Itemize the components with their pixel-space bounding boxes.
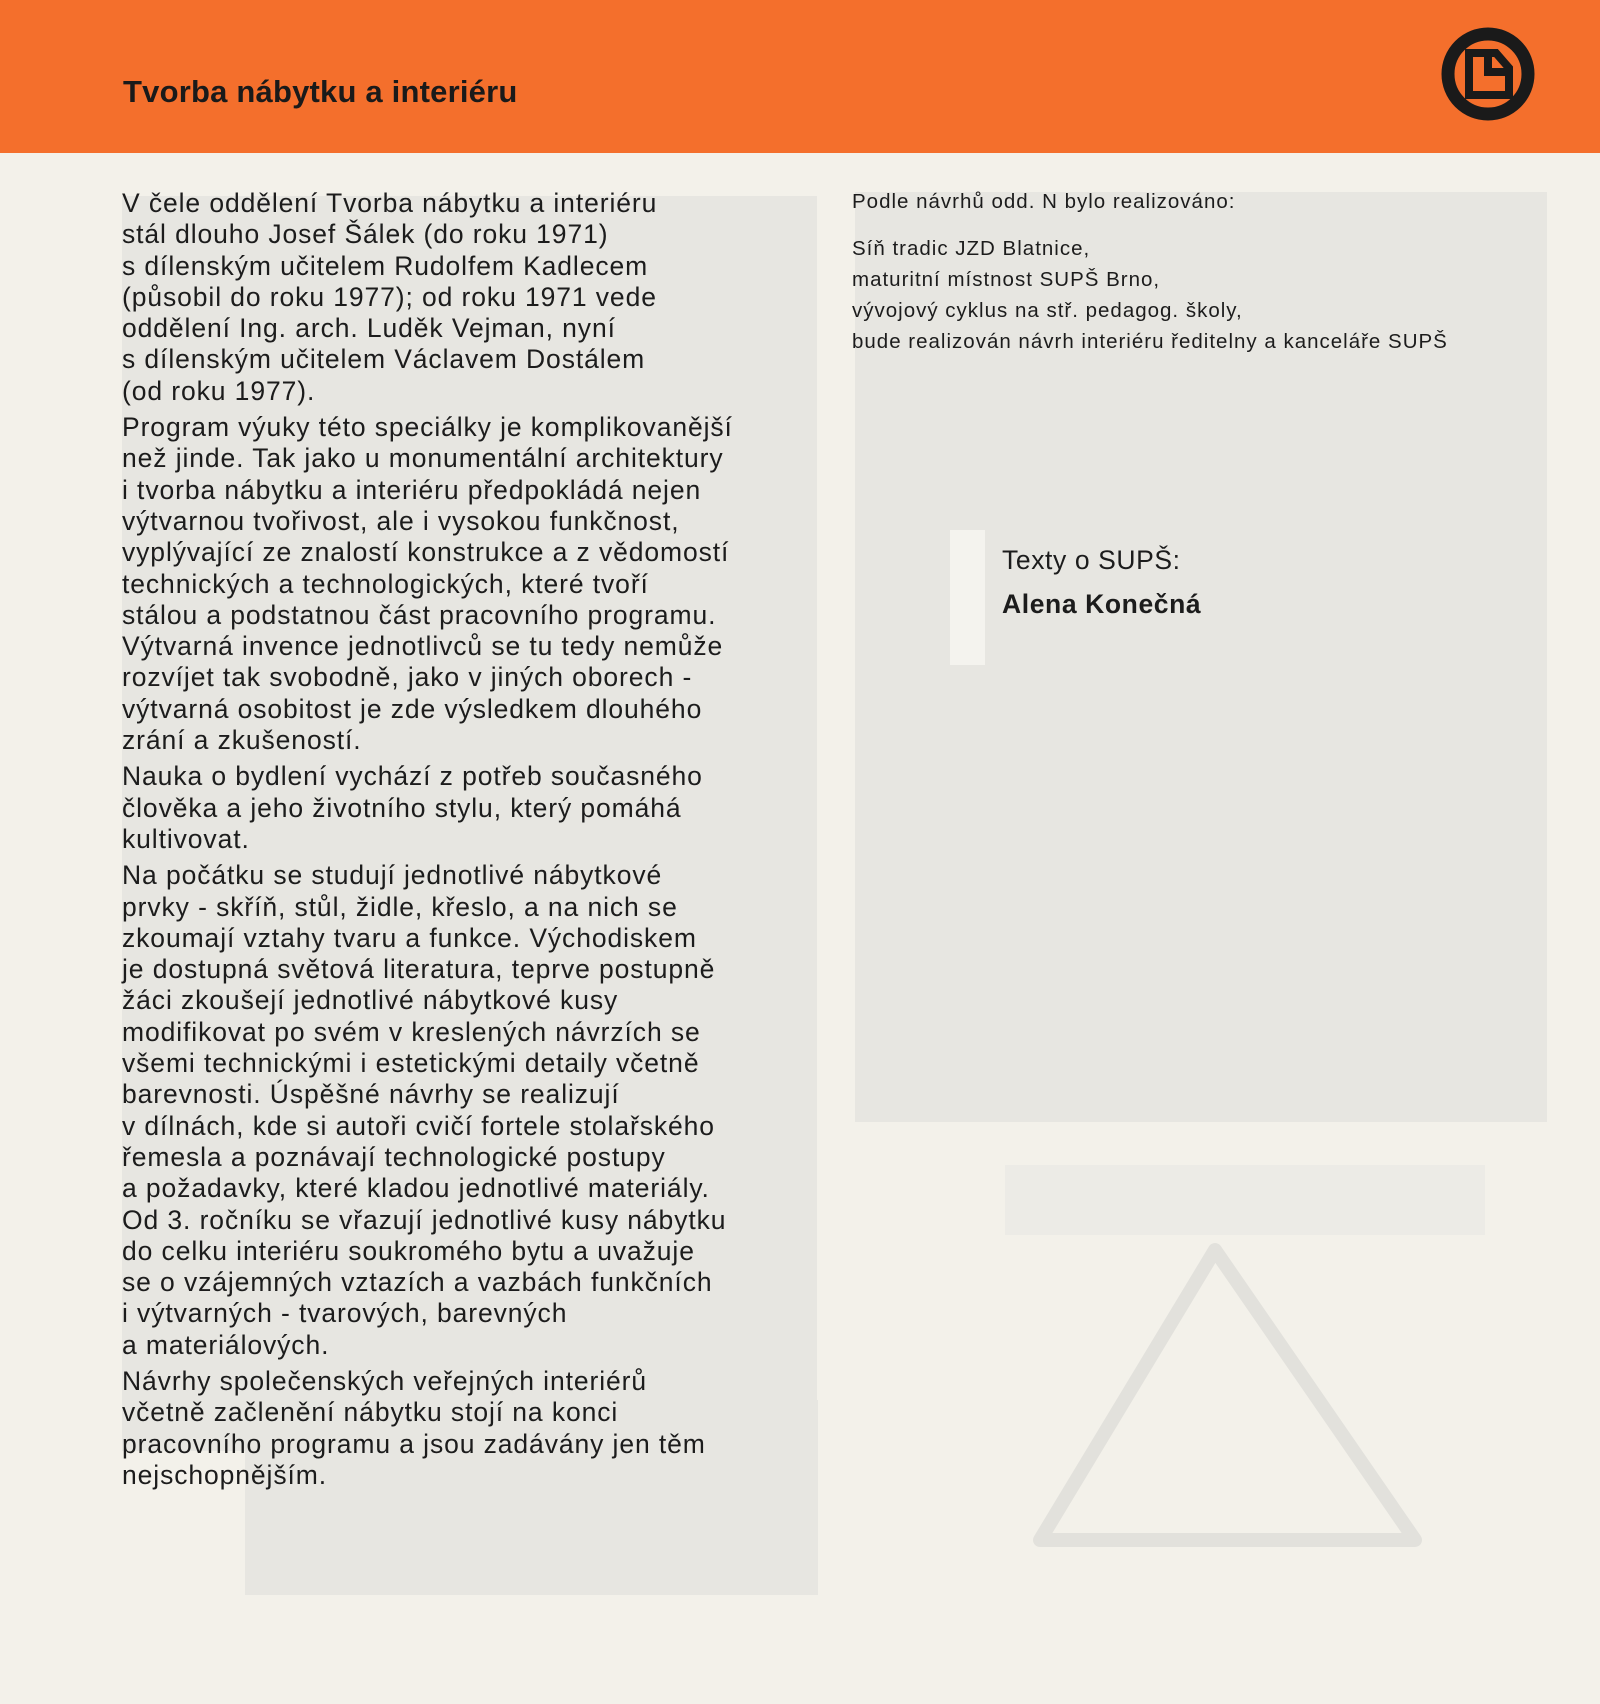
- main-text-column: [122, 188, 822, 1496]
- list-item: bude realizován návrh interiéru ředitelny a kanceláře SUPŠ: [852, 330, 1448, 353]
- paragraph-2: Program výuky této speciálky je komplikovanější než jinde. Tak jako u monumentální architektury i tvorba nábytku a interiéru předpokládá nejen výtvarnou tvořivost, ale i vysokou funkčnost, vyplývající ze znalostí konstrukce a z vědomostí technických a technologických, které tvoří stálou a podstatnou část pracovního programu. Výtvarná invence jednotlivců se tu tedy nemůže rozvíjet tak svobodně, jako v jiných oborech - výtvarná osobitost je zde výsledkem dlouhého zrání a zkušeností.: [122, 412, 733, 756]
- page-title: Tvorba nábytku a interiéru: [123, 74, 518, 109]
- paragraph-1: V čele oddělení Tvorba nábytku a interiéru stál dlouho Josef Šálek (do roku 1971) s dílenským učitelem Rudolfem Kadlecem (působil do roku 1977); od roku 1971 vede oddělení Ing. arch. Luděk Vejman, nyní s dílenským učitelem Václavem Dostálem (od roku 1977).: [122, 188, 658, 406]
- list-item: Síň tradic JZD Blatnice,: [852, 237, 1091, 260]
- realizations-list: [852, 233, 1492, 357]
- ghost-bar-right: [1005, 1165, 1485, 1235]
- square-corner-circle-logo-icon: [1440, 26, 1536, 122]
- paragraph-5: Návrhy společenských veřejných interiérů včetně začlenění nábytku stojí na konci pracovního programu a jsou zadávány jen těm nejschopnějším.: [122, 1365, 706, 1490]
- paragraph-3: Nauka o bydlení vychází z potřeb současného člověka a jeho životního stylu, který pomáhá kultivovat.: [122, 761, 703, 854]
- realizations-intro: Podle návrhů odd. N bylo realizováno:: [852, 190, 1236, 213]
- credits-author: Alena Konečná: [1002, 589, 1202, 619]
- list-item: vývojový cyklus na stř. pedagog. školy,: [852, 299, 1243, 322]
- list-item: maturitní místnost SUPŠ Brno,: [852, 268, 1161, 291]
- paragraph-4: Na počátku se studují jednotlivé nábytkové prvky - skříň, stůl, židle, křeslo, a na nich se zkoumají vztahy tvaru a funkce. Východiskem je dostupná světová literatura, teprve postupně žáci zkoušejí jednotlivé nábytkové kusy modifikovat po svém v kreslených návrzích se všemi technickými i estetickými detaily včetně barevnosti. Úspěšné návrhy se realizují v dílnách, kde si autoři cvičí fortele stolařského řemesla a poznávají technologické postupy a požadavky, které kladou jednotlivé materiály. Od 3. ročníku se vřazují jednotlivé kusy nábytku do celku interiéru soukromého bytu a uvažuje se o vzájemných vztazích a vazbách funkčních i výtvarných - tvarových, barevných a materiálových.: [122, 860, 727, 1360]
- credits-label: Texty o SUPŠ:: [1002, 545, 1181, 575]
- ghost-triangle-shape: [1020, 1240, 1440, 1570]
- realizations-column: [852, 186, 1492, 357]
- credits: [1002, 538, 1201, 626]
- ghost-stripe-vertical: [950, 530, 985, 665]
